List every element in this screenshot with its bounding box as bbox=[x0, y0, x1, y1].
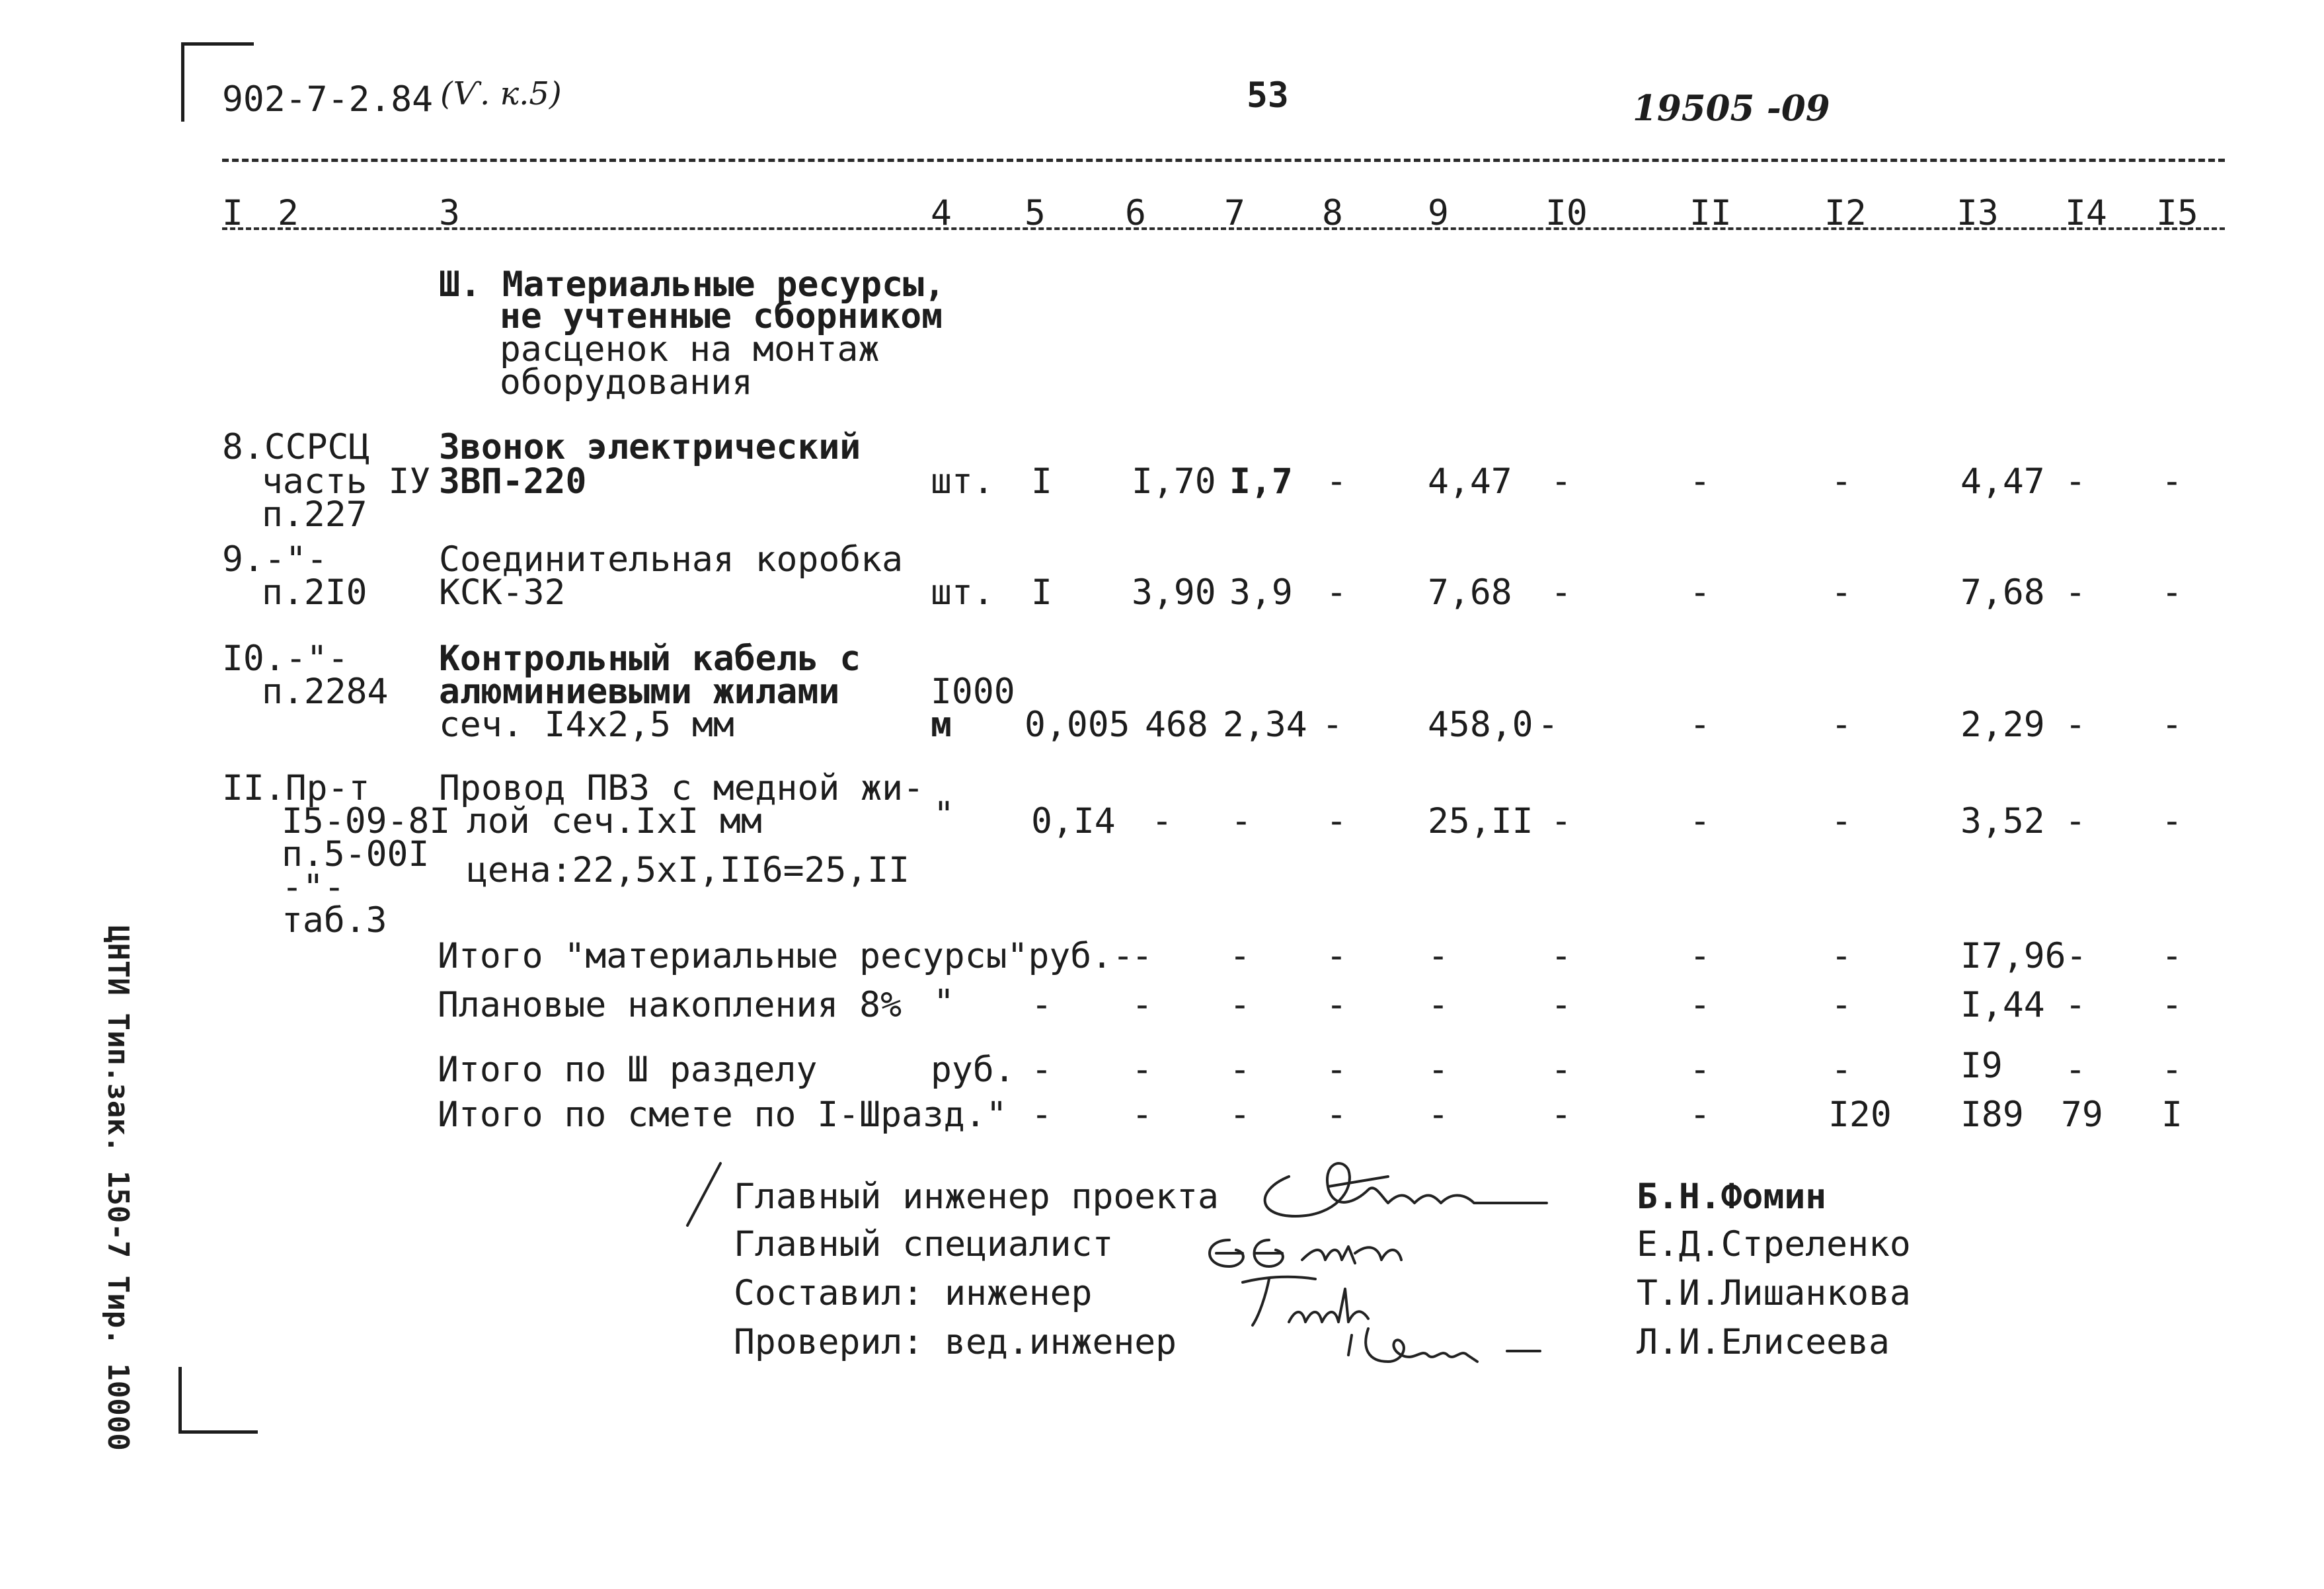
item-reference: I0.-"- bbox=[222, 639, 349, 679]
column-number: I3 bbox=[1956, 193, 1999, 233]
item-reference: п.2I0 bbox=[262, 572, 368, 613]
signatory-name: Л.И.Елисеева bbox=[1637, 1322, 1890, 1362]
cell-col-5: - bbox=[1031, 985, 1052, 1025]
cell-col-10: - bbox=[1537, 705, 1559, 745]
cell-col-12: - bbox=[1831, 705, 1852, 745]
column-number: 6 bbox=[1125, 193, 1146, 233]
cell-col-6: I,70 bbox=[1132, 461, 1216, 502]
item-name: Звонок электрический bbox=[439, 427, 861, 467]
column-number: 5 bbox=[1025, 193, 1046, 233]
item-name: КСК-32 bbox=[439, 572, 566, 613]
cell-col-9: 7,68 bbox=[1428, 572, 1512, 613]
corner-mark-bottom-vertical bbox=[178, 1367, 182, 1433]
signatory-name: Е.Д.Стреленко bbox=[1637, 1224, 1911, 1264]
cell-col-7: 3,9 bbox=[1229, 572, 1293, 613]
unit-cell: " bbox=[933, 794, 954, 835]
cell-col-6: - bbox=[1151, 801, 1173, 841]
cell-col-8: - bbox=[1326, 801, 1347, 841]
section-title-line: оборудования bbox=[500, 362, 753, 403]
cell-col-15: - bbox=[2161, 461, 2183, 502]
item-reference: п.2284 bbox=[262, 672, 389, 712]
cell-col-11: - bbox=[1689, 936, 1711, 976]
cell-col-10: - bbox=[1551, 572, 1572, 613]
signatory-role: Проверил: вед.инженер bbox=[734, 1322, 1177, 1362]
cell-col-6: - bbox=[1132, 1095, 1153, 1135]
column-number: 7 bbox=[1224, 193, 1245, 233]
cell-col-10: - bbox=[1551, 936, 1572, 976]
cell-col-8: - bbox=[1326, 572, 1347, 613]
cell-col-9: - bbox=[1428, 1095, 1449, 1135]
section-title-line: расценок на монтаж bbox=[500, 329, 880, 369]
cell-col-13: 2,29 bbox=[1960, 705, 2045, 745]
column-number: I bbox=[222, 193, 243, 233]
cell-col-11: - bbox=[1689, 801, 1711, 841]
document-code-note: (Ѵ. к.5) bbox=[440, 75, 562, 112]
cell-col-10: - bbox=[1551, 461, 1572, 502]
cell-col-15: - bbox=[2161, 985, 2183, 1025]
cell-col-14: - bbox=[2065, 985, 2086, 1025]
column-number: I0 bbox=[1545, 193, 1588, 233]
cell-col-11: - bbox=[1689, 461, 1711, 502]
signature-checker bbox=[1335, 1309, 1560, 1375]
page-number: 53 bbox=[1247, 75, 1289, 116]
cell-col-10: - bbox=[1551, 1050, 1572, 1090]
unit-cell: " bbox=[933, 982, 954, 1023]
cell-col-7: - bbox=[1231, 801, 1252, 841]
cell-col-15: - bbox=[2161, 572, 2183, 613]
cell-col-6: - bbox=[1132, 985, 1153, 1025]
cell-col-8: - bbox=[1322, 705, 1343, 745]
signature-slash-mark bbox=[681, 1159, 727, 1232]
cell-col-9: 4,47 bbox=[1428, 461, 1512, 502]
item-reference: п.5-00I bbox=[282, 834, 430, 874]
unit-cell: I000 bbox=[931, 672, 1015, 712]
cell-col-10: - bbox=[1551, 801, 1572, 841]
cell-col-6: 468 bbox=[1145, 705, 1208, 745]
cell-col-15: I bbox=[2161, 1095, 2183, 1135]
corner-mark-top-vertical bbox=[181, 42, 184, 122]
cell-col-7: - bbox=[1229, 985, 1251, 1025]
header-separator bbox=[222, 159, 2225, 162]
total-label: Итого "материальные ресурсы"руб.- bbox=[438, 936, 1134, 976]
column-header-underline bbox=[222, 227, 2225, 230]
item-reference: таб.3 bbox=[282, 900, 387, 941]
cell-col-12: - bbox=[1831, 1050, 1852, 1090]
unit-cell: руб. bbox=[931, 1050, 1015, 1090]
item-reference: п.227 bbox=[262, 494, 368, 535]
signatory-role: Главный специалист bbox=[734, 1224, 1114, 1264]
total-label: Итого по смете по I-Шразд." bbox=[438, 1095, 1007, 1135]
cell-col-11: - bbox=[1689, 985, 1711, 1025]
cell-col-15: - bbox=[2161, 936, 2183, 976]
column-number: II bbox=[1689, 193, 1732, 233]
cell-col-13: I7,96- bbox=[1960, 936, 2087, 976]
item-name: лой сеч.IxI мм bbox=[467, 801, 762, 841]
signatory-role: Составил: инженер bbox=[734, 1273, 1093, 1313]
cell-col-15: - bbox=[2161, 801, 2183, 841]
column-number: I5 bbox=[2156, 193, 2198, 233]
cell-col-12: - bbox=[1831, 936, 1852, 976]
cell-col-5: - bbox=[1031, 1095, 1052, 1135]
signatory-name: Б.Н.Фомин bbox=[1637, 1177, 1827, 1217]
cell-col-8: - bbox=[1326, 936, 1347, 976]
unit-cell: шт. bbox=[931, 461, 994, 502]
cell-col-6: - bbox=[1132, 936, 1153, 976]
cell-col-7: - bbox=[1229, 1050, 1251, 1090]
cell-col-9: 25,II bbox=[1428, 801, 1533, 841]
cell-col-8: - bbox=[1326, 1095, 1347, 1135]
cell-col-10: - bbox=[1551, 1095, 1572, 1135]
quantity-cell: 0,I4 bbox=[1031, 801, 1116, 841]
signatory-name: Т.И.Лишанкова bbox=[1637, 1273, 1911, 1313]
section-title-line: не учтенные сборником bbox=[500, 296, 943, 336]
cell-col-8: - bbox=[1326, 461, 1347, 502]
cell-col-13: I89 bbox=[1960, 1095, 2024, 1135]
cell-col-14: - bbox=[2065, 801, 2086, 841]
item-name: Провод ПВЗ с медной жи- bbox=[439, 768, 924, 808]
cell-col-9: - bbox=[1428, 1050, 1449, 1090]
item-reference: I5-09-8I bbox=[282, 801, 451, 841]
cell-col-14: - bbox=[2065, 461, 2086, 502]
cell-col-8: - bbox=[1326, 985, 1347, 1025]
cell-col-9: - bbox=[1428, 936, 1449, 976]
cell-col-11: - bbox=[1689, 1095, 1711, 1135]
column-number: I2 bbox=[1824, 193, 1867, 233]
item-reference: часть ІУ bbox=[262, 461, 431, 502]
cell-col-14: - bbox=[2065, 705, 2086, 745]
cell-col-7: I,7 bbox=[1229, 461, 1293, 502]
column-number: 2 bbox=[278, 193, 299, 233]
cell-col-13: I,44 bbox=[1960, 985, 2045, 1025]
cell-col-7: - bbox=[1229, 936, 1251, 976]
column-number: 8 bbox=[1322, 193, 1343, 233]
quantity-cell: I bbox=[1031, 461, 1052, 502]
cell-col-14: - bbox=[2065, 572, 2086, 613]
cell-col-5: - bbox=[1031, 1050, 1052, 1090]
quantity-cell: I bbox=[1031, 572, 1052, 613]
cell-col-9: 458,0 bbox=[1428, 705, 1533, 745]
cell-col-11: - bbox=[1689, 705, 1711, 745]
cell-col-6: 3,90 bbox=[1132, 572, 1216, 613]
item-reference: 9.-"- bbox=[222, 539, 328, 580]
signatory-role: Главный инженер проекта bbox=[734, 1177, 1219, 1217]
cell-col-13: I9 bbox=[1960, 1046, 2003, 1086]
cell-col-10: - bbox=[1551, 985, 1572, 1025]
total-label: Плановые накопления 8% bbox=[438, 985, 902, 1025]
archive-number: 19505 -09 bbox=[1633, 88, 1830, 129]
column-number: 3 bbox=[439, 193, 460, 233]
cell-col-12: - bbox=[1831, 572, 1852, 613]
item-name: алюминиевыми жилами bbox=[439, 672, 840, 712]
cell-col-12: I20 bbox=[1828, 1095, 1892, 1135]
cell-col-12: - bbox=[1831, 801, 1852, 841]
column-number: 4 bbox=[931, 193, 952, 233]
cell-col-13: 3,52 bbox=[1960, 801, 2045, 841]
item-reference: II.Пр-т bbox=[222, 768, 370, 808]
cell-col-14: - bbox=[2065, 1050, 2086, 1090]
unit-cell: м bbox=[931, 705, 952, 745]
cell-col-9: - bbox=[1428, 985, 1449, 1025]
item-reference: -"- bbox=[282, 867, 345, 908]
item-reference: 8.ССРСЦ bbox=[222, 427, 370, 467]
cell-col-13: 7,68 bbox=[1960, 572, 2045, 613]
item-name: сеч. I4x2,5 мм bbox=[439, 705, 734, 745]
total-label: Итого по Ш разделу bbox=[438, 1050, 818, 1090]
cell-col-6: - bbox=[1132, 1050, 1153, 1090]
unit-cell: шт. bbox=[931, 572, 994, 613]
cell-col-12: - bbox=[1831, 985, 1852, 1025]
cell-col-8: - bbox=[1326, 1050, 1347, 1090]
column-number: I4 bbox=[2065, 193, 2107, 233]
cell-col-15: - bbox=[2161, 705, 2183, 745]
cell-col-11: - bbox=[1689, 572, 1711, 613]
cell-col-12: - bbox=[1831, 461, 1852, 502]
corner-mark-top-horizontal bbox=[181, 42, 254, 46]
cell-col-7: 2,34 bbox=[1223, 705, 1307, 745]
item-name: Контрольный кабель с bbox=[439, 639, 861, 679]
side-stamp: ЦНТИ Тип.зак. 150-7 Тир. 10000 bbox=[101, 925, 135, 1451]
quantity-cell: 0,005 bbox=[1025, 705, 1130, 745]
column-number: 9 bbox=[1428, 193, 1449, 233]
item-name: ЗВП-220 bbox=[439, 461, 587, 502]
cell-col-7: - bbox=[1229, 1095, 1251, 1135]
cell-col-15: - bbox=[2161, 1050, 2183, 1090]
cell-col-13: 4,47 bbox=[1960, 461, 2045, 502]
cell-col-14: 79 bbox=[2061, 1095, 2103, 1135]
cell-col-11: - bbox=[1689, 1050, 1711, 1090]
item-name: цена:22,5xI,II6=25,II bbox=[467, 850, 910, 890]
section-title-line: Ш. Материальные ресурсы, bbox=[439, 264, 945, 305]
corner-mark-bottom-horizontal bbox=[178, 1430, 258, 1434]
document-code: 902-7-2.84 bbox=[222, 79, 434, 120]
item-name: Соединительная коробка bbox=[439, 539, 903, 580]
